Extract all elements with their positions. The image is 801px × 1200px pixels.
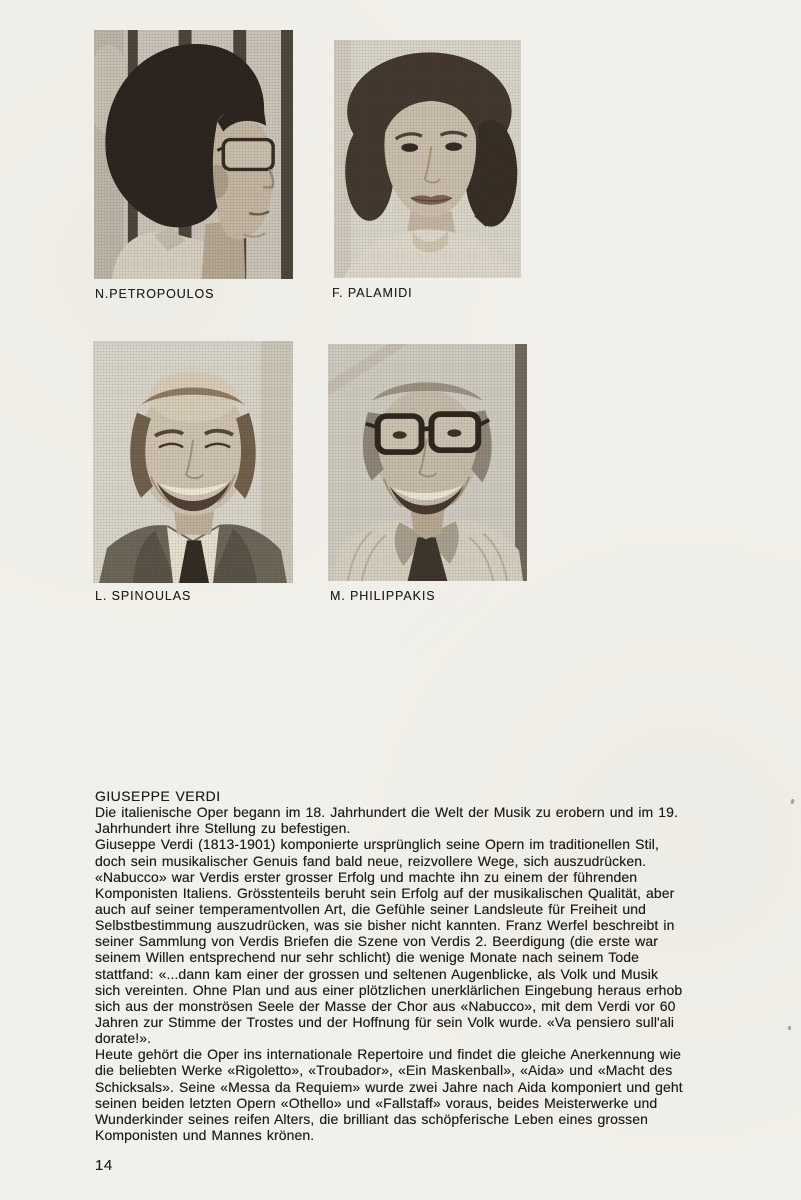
article-line: seinem Willen entsprechend nur sehr schlicht) die wenige Monate nach seinem Tode	[95, 949, 640, 966]
spinoulas-portrait-illustration	[93, 341, 293, 583]
article-line: Schicksals». Seine «Messa da Requiem» wurde zwei Jahre nach Aida komponiert und geht	[95, 1078, 683, 1095]
scan-speck	[790, 799, 794, 805]
article-line: Jahren zur Stimme der Trostes und der Hoffnung für sein Volk wurde. «Va pensiero sull'ali	[95, 1013, 675, 1030]
portrait-photo-palamidi	[334, 40, 521, 278]
portrait-caption-spinoulas: L. SPINOULAS	[95, 589, 192, 603]
article-line: Komponisten Italiens. Grösstenteils beruht sein Erfolg auf der musikalischen Qualität, aber	[95, 884, 675, 901]
article-line: Jahrhundert ihre Stellung zu befestigen.	[95, 820, 351, 837]
palamidi-portrait-illustration	[334, 40, 521, 278]
portrait-photo-petropoulos	[94, 30, 293, 279]
article-title: GIUSEPPE VERDI	[95, 788, 221, 804]
scan-speck	[788, 1026, 792, 1031]
portrait-photo-spinoulas	[93, 341, 293, 583]
article-line: seinen beiden letzten Opern «Othello» und «Fallstaff» voraus, beides Meisterwerke und	[95, 1094, 658, 1111]
article-line: Die italienische Oper begann im 18. Jahrhundert die Welt der Musik zu erobern und im 19.	[95, 804, 679, 821]
portrait-caption-palamidi: F. PALAMIDI	[332, 286, 413, 300]
philippakis-portrait-illustration	[328, 344, 527, 581]
article-line: doch sein musikalischer Genuis fand bald neue, reizvollere Wege, sich auszudrücken.	[95, 852, 647, 869]
petropoulos-portrait-illustration	[94, 30, 293, 279]
portrait-photo-philippakis	[328, 344, 527, 581]
portrait-caption-philippakis: M. PHILIPPAKIS	[330, 589, 436, 603]
article-line: seiner Sammlung von Verdis Briefen die Szene von Verdis 2. Beerdigung (die erste war	[95, 933, 659, 950]
article-giuseppe-verdi	[95, 788, 765, 1143]
page-number: 14	[95, 1157, 113, 1174]
article-line: Selbstbestimmung auszudrücken, was sie bisher nicht kannten. Franz Werfel beschreibt in	[95, 917, 675, 934]
article-line: «Nabucco» war Verdis erster grosser Erfolg und machte ihn zu einem der führenden	[95, 868, 638, 885]
article-line: auch auf seiner temperamentvollen Art, die Gefühle seiner Landsleute für Freiheit und	[95, 900, 647, 917]
portrait-caption-petropoulos: N.PETROPOULOS	[95, 287, 215, 301]
article-line: dorate!».	[95, 1030, 152, 1047]
article-line: die beliebten Werke «Rigoletto», «Troubador», «Ein Maskenball», «Aida» und «Macht des	[95, 1062, 673, 1079]
article-line: Giuseppe Verdi (1813-1901) komponierte ursprünglich seine Opern im traditionellen Stil,	[95, 836, 659, 853]
article-line: stattfand: «...dann kam einer der grossen und seltenen Augenblicke, als Volk und Musik	[95, 965, 659, 982]
article-line: Komponisten und Mannes krönen.	[95, 1126, 315, 1143]
article-line: sich vereinten. Ohne Plan und aus einer plötzlichen unerklärlichen Eingebung heraus erhob	[95, 981, 683, 998]
article-line: sich aus der monströsen Seele der Masse der Chor aus «Nabucco», mit dem Verdi vor 60	[95, 997, 676, 1014]
article-line: Heute gehört die Oper ins internationale Repertoire und findet die gleiche Anerkennung wie	[95, 1046, 682, 1063]
article-line: Wunderkinder seines reifen Alters, die brilliant das schöpferische Leben eines grossen	[95, 1110, 648, 1127]
